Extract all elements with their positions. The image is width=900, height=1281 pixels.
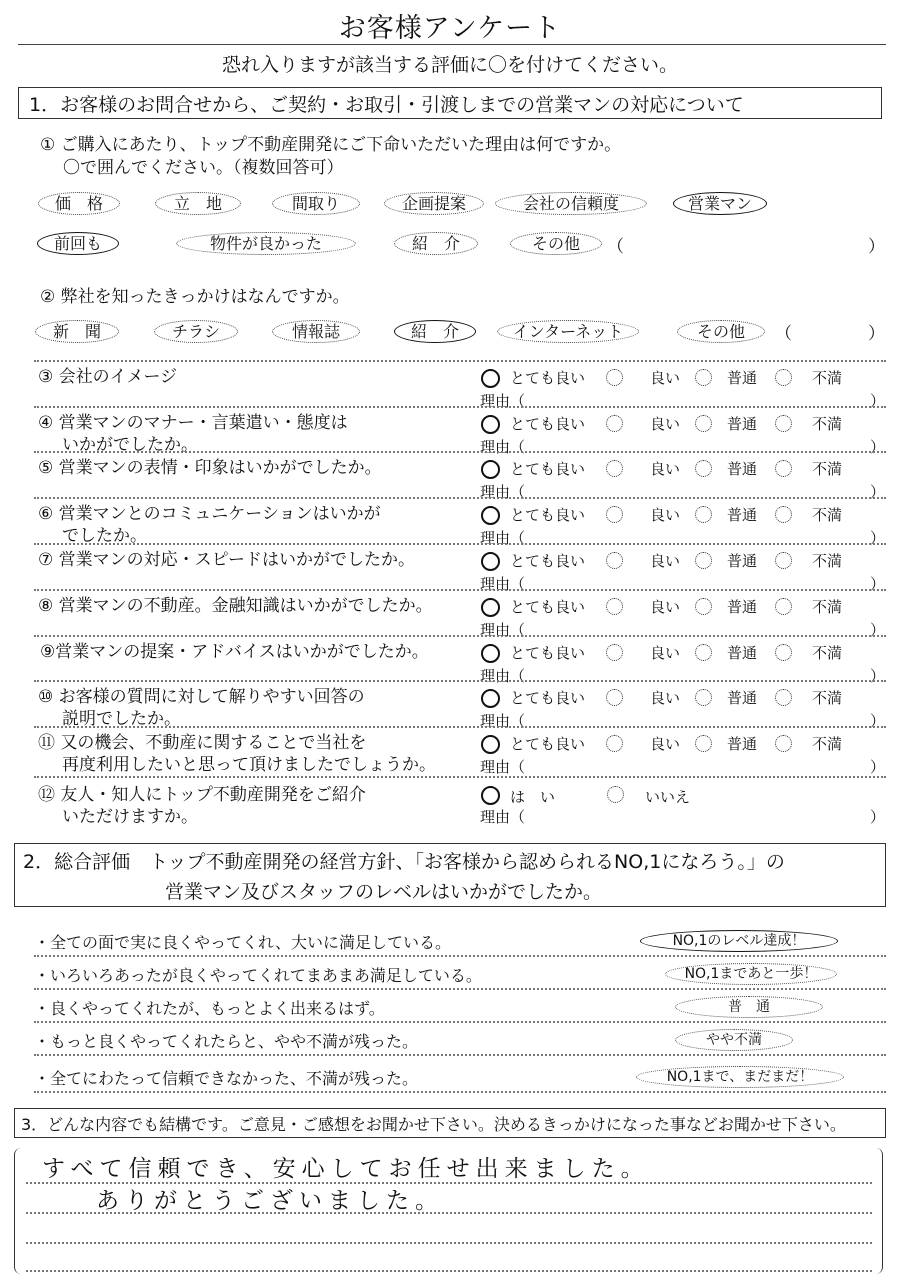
question-text: ③ 会社のイメージ (38, 367, 178, 387)
section3-heading-box (14, 1108, 886, 1138)
comment-handwritten-line2[interactable]: ありがとうございました。 (96, 1188, 444, 1214)
rating-label: 良い (650, 689, 681, 707)
rating-label: 不満 (812, 598, 843, 616)
rating-label: 良い (650, 644, 681, 662)
question-text-line2: 説明でしたか。 (62, 709, 181, 729)
reason-close: ） (870, 438, 886, 456)
rating-label: とても良い (510, 415, 586, 433)
reason-label: 理由（ (480, 712, 526, 730)
rating-label: 不満 (812, 552, 843, 570)
rating-circle[interactable] (695, 415, 712, 432)
q1-option[interactable]: 物件が良かった (176, 232, 356, 255)
row-divider (34, 680, 886, 682)
rating-circle[interactable] (481, 506, 500, 525)
row-divider (34, 497, 886, 499)
rating-label: 不満 (812, 460, 843, 478)
reason-label: 理由（ (480, 438, 526, 456)
section1-heading-box (18, 87, 882, 119)
rating-label: とても良い (510, 506, 586, 524)
reason-close: ） (870, 712, 886, 730)
rating-circle[interactable] (606, 552, 623, 569)
q12-text: ⑫ 友人・知人にトップ不動産開発をご紹介 (38, 785, 366, 805)
q1-option[interactable]: 営業マン (673, 192, 767, 215)
section2-subheading: 営業マン及びスタッフのレベルはいかがでしたか。 (165, 881, 603, 903)
row-divider (34, 635, 886, 637)
rating-label: 不満 (812, 735, 843, 753)
reason-label: 理由（ (480, 483, 526, 501)
q12-yes-circle[interactable] (481, 786, 500, 805)
rating-circle[interactable] (695, 644, 712, 661)
q1-text: ① ご購入にあたり、トップ不動産開発にご下命いただいた理由は何ですか。 (40, 135, 622, 155)
rating-circle[interactable] (775, 598, 792, 615)
q12-reason-close: ） (870, 808, 886, 826)
q1-option[interactable]: 会社の信頼度 (495, 192, 647, 215)
page-subtitle: 恐れ入りますが該当する評価に〇を付けてください。 (221, 54, 678, 76)
reason-label: 理由（ (480, 529, 526, 547)
rating-circle[interactable] (695, 735, 712, 752)
section2-heading: 2．総合評価 トップ不動産開発の経営方針、「お客様から認められるNO,1になろう。」の (23, 851, 785, 873)
row-divider (34, 451, 886, 453)
page-title: お客様アンケート (338, 13, 562, 44)
question-text: ⑤ 営業マンの表情・印象はいかがでしたか。 (38, 458, 382, 478)
reason-close: ） (870, 392, 886, 410)
rating-label: 普通 (727, 369, 758, 387)
rating-label: 良い (650, 415, 681, 433)
row-divider (34, 1054, 886, 1056)
rating-label: 良い (650, 552, 681, 570)
section2-heading-box (14, 843, 886, 907)
satisfaction-badge[interactable]: NO,1まで、まだまだ！ (636, 1066, 844, 1088)
q1-option[interactable]: 企画提案 (384, 192, 484, 215)
section1-heading: 1．お客様のお問合せから、ご契約・お取引・引渡しまでの営業マンの対応について (29, 94, 744, 116)
rating-circle[interactable] (695, 369, 712, 386)
question-text: ⑪ 又の機会、不動産に関することで当社を (38, 733, 367, 753)
satisfaction-option-text: ・いろいろあったが良くやってくれてまあまあ満足している。 (34, 966, 482, 985)
q1-option[interactable]: その他 (510, 232, 602, 255)
rating-label: 良い (650, 460, 681, 478)
rating-circle[interactable] (606, 689, 623, 706)
rating-label: 不満 (812, 689, 843, 707)
rating-circle[interactable] (606, 598, 623, 615)
rating-circle[interactable] (481, 735, 500, 754)
q2-option[interactable]: 紹 介 (394, 320, 476, 343)
rating-label: 良い (650, 598, 681, 616)
rating-label: とても良い (510, 598, 586, 616)
rating-label: 普通 (727, 689, 758, 707)
comment-handwritten-line1[interactable]: すべて信頼でき、安心してお任せ出来ました。 (42, 1156, 650, 1182)
rating-label: とても良い (510, 369, 586, 387)
comment-bracket-right (876, 1148, 883, 1274)
question-text: ⑧ 営業マンの不動産。金融知識はいかがでしたか。 (38, 596, 433, 616)
q2-other-close: ） (868, 324, 885, 344)
reason-close: ） (870, 529, 886, 547)
satisfaction-option-text: ・良くやってくれたが、もっとよく出来るはず。 (34, 999, 385, 1018)
section3-heading: 3．どんな内容でも結構です。ご意見・ご感想をお聞かせ下さい。決めるきっかけになった事などお聞かせ下さい。 (21, 1115, 846, 1134)
rating-circle[interactable] (695, 460, 712, 477)
rating-circle[interactable] (606, 460, 623, 477)
satisfaction-option-text: ・全てにわたって信頼できなかった、不満が残った。 (34, 1069, 419, 1088)
rating-circle[interactable] (606, 644, 623, 661)
rating-circle[interactable] (775, 644, 792, 661)
q2-option[interactable]: その他 (677, 320, 765, 343)
q1-other-close: ） (868, 237, 885, 257)
row-divider (34, 726, 886, 728)
rating-circle[interactable] (481, 689, 500, 708)
rating-circle[interactable] (481, 460, 500, 479)
reason-close: ） (870, 575, 886, 593)
question-text-line2: 再度利用したいと思って頂けましたでしょうか。 (62, 755, 436, 775)
q2-other-open: （ (775, 324, 792, 344)
question-text-line2: いかがでしたか。 (62, 435, 198, 455)
reason-label: 理由（ (480, 758, 526, 776)
q1-option[interactable]: 前回も (37, 232, 119, 255)
rating-label: 普通 (727, 415, 758, 433)
row-divider (34, 776, 886, 778)
rating-circle[interactable] (606, 506, 623, 523)
rating-label: とても良い (510, 552, 586, 570)
q2-option[interactable]: 新 聞 (35, 320, 119, 343)
q1-option[interactable]: 立 地 (155, 192, 241, 215)
row-divider (34, 543, 886, 545)
reason-close: ） (870, 667, 886, 685)
rating-label: 普通 (727, 506, 758, 524)
rating-circle[interactable] (775, 506, 792, 523)
rating-label: とても良い (510, 460, 586, 478)
rating-label: とても良い (510, 735, 586, 753)
question-text: ⑥ 営業マンとのコミュニケーションはいかが (38, 504, 381, 524)
row-divider (34, 955, 886, 957)
rating-label: 普通 (727, 598, 758, 616)
rating-circle[interactable] (481, 644, 500, 663)
rating-circle[interactable] (775, 689, 792, 706)
satisfaction-badge[interactable]: NO,1のレベル達成！ (640, 930, 838, 952)
q12-no-label: いいえ (645, 788, 691, 806)
rating-circle[interactable] (695, 689, 712, 706)
rating-circle[interactable] (775, 460, 792, 477)
reason-label: 理由（ (480, 621, 526, 639)
rating-circle[interactable] (695, 598, 712, 615)
q12-no-circle[interactable] (607, 786, 624, 803)
satisfaction-badge[interactable]: NO,1まであと一歩！ (665, 963, 837, 985)
q12-text-line2: いただけますか。 (62, 807, 198, 827)
rating-label: 不満 (812, 415, 843, 433)
row-divider (34, 1091, 886, 1093)
reason-label: 理由（ (480, 667, 526, 685)
rating-label: 不満 (812, 506, 843, 524)
rating-label: 良い (650, 506, 681, 524)
rating-label: 普通 (727, 644, 758, 662)
rating-label: 普通 (727, 552, 758, 570)
row-divider (34, 406, 886, 408)
rating-label: とても良い (510, 644, 586, 662)
row-divider (34, 1021, 886, 1023)
rating-circle[interactable] (775, 552, 792, 569)
rating-label: 普通 (727, 460, 758, 478)
q12-reason-label: 理由（ (480, 808, 526, 826)
rating-label: とても良い (510, 689, 586, 707)
rating-circle[interactable] (695, 506, 712, 523)
rating-circle[interactable] (775, 415, 792, 432)
rating-circle[interactable] (695, 552, 712, 569)
q1-other-open: （ (607, 237, 624, 257)
rating-circle[interactable] (606, 415, 623, 432)
rating-circle[interactable] (481, 415, 500, 434)
reason-close: ） (870, 758, 886, 776)
rating-circle[interactable] (775, 735, 792, 752)
question-text: ⑦ 営業マンの対応・スピードはいかがでしたか。 (38, 550, 415, 570)
question-text: ④ 営業マンのマナー・言葉遣い・態度は (38, 413, 348, 433)
rating-label: 良い (650, 369, 681, 387)
title-divider (18, 44, 886, 45)
comment-bracket-left (14, 1148, 21, 1274)
q2-option[interactable]: インターネット (497, 320, 639, 343)
q2-text: ② 弊社を知ったきっかけはなんですか。 (40, 287, 350, 307)
rating-circle[interactable] (481, 598, 500, 617)
row-divider (34, 988, 886, 990)
q1-option[interactable]: 紹 介 (394, 232, 478, 255)
q1-option[interactable]: 価 格 (38, 192, 120, 215)
question-text: ⑩ お客様の質問に対して解りやすい回答の (38, 687, 365, 707)
q1-option[interactable]: 間取り (272, 192, 360, 215)
reason-close: ） (870, 621, 886, 639)
comment-line (26, 1242, 872, 1244)
satisfaction-option-text: ・もっと良くやってくれたらと、やや不満が残った。 (34, 1032, 419, 1051)
q12-yes-label: は い (510, 788, 556, 806)
rating-circle[interactable] (481, 369, 500, 388)
row-divider (34, 589, 886, 591)
row-divider (34, 360, 886, 362)
rating-label: 普通 (727, 735, 758, 753)
question-text-line2: でしたか。 (62, 526, 147, 546)
rating-label: 良い (650, 735, 681, 753)
satisfaction-badge[interactable]: 普 通 (675, 996, 823, 1018)
comment-line (26, 1270, 872, 1272)
reason-close: ） (870, 483, 886, 501)
rating-label: 不満 (812, 369, 843, 387)
rating-circle[interactable] (606, 735, 623, 752)
satisfaction-badge[interactable]: やや不満 (675, 1029, 793, 1051)
rating-circle[interactable] (606, 369, 623, 386)
q2-option[interactable]: チラシ (154, 320, 238, 343)
q1-instruction: 〇で囲んでください。（複数回答可） (63, 158, 344, 178)
q2-option[interactable]: 情報誌 (272, 320, 360, 343)
reason-label: 理由（ (480, 392, 526, 410)
reason-label: 理由（ (480, 575, 526, 593)
rating-circle[interactable] (481, 552, 500, 571)
rating-circle[interactable] (775, 369, 792, 386)
question-text: ⑨営業マンの提案・アドバイスはいかがでしたか。 (40, 642, 429, 662)
satisfaction-option-text: ・全ての面で実に良くやってくれ、大いに満足している。 (34, 933, 451, 952)
rating-label: 不満 (812, 644, 843, 662)
